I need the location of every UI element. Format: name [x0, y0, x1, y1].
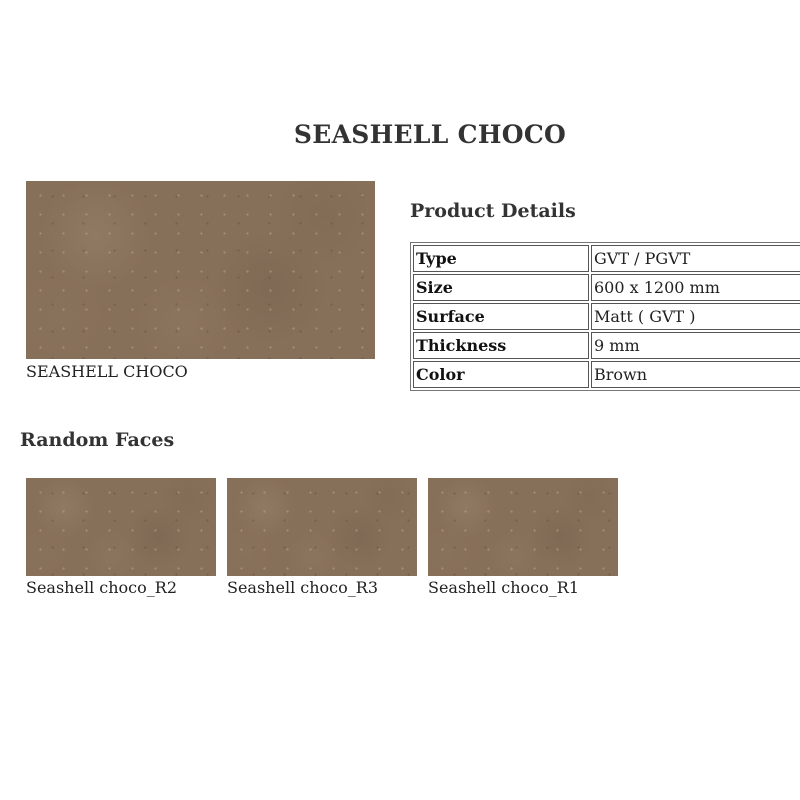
table-row: [413, 361, 800, 388]
random-face-caption-r2: Seashell choco_R2: [26, 578, 177, 597]
detail-value-size: 600 x 1200 mm: [591, 274, 800, 301]
product-details-heading: Product Details: [410, 200, 576, 222]
random-face-caption-r3: Seashell choco_R3: [227, 578, 378, 597]
random-face-image-r2[interactable]: [26, 478, 216, 576]
random-faces-heading: Random Faces: [20, 429, 175, 451]
main-tile-image[interactable]: [26, 181, 375, 359]
detail-label-type: Type: [413, 245, 589, 272]
detail-value-surface: Matt ( GVT ): [591, 303, 800, 330]
product-details-table: [410, 242, 800, 391]
table-row: [413, 303, 800, 330]
page-title: SEASHELL CHOCO: [293, 120, 567, 149]
random-face-image-r1[interactable]: [428, 478, 618, 576]
detail-value-type: GVT / PGVT: [591, 245, 800, 272]
random-face-caption-r1: Seashell choco_R1: [428, 578, 579, 597]
table-row: [413, 245, 800, 272]
detail-value-thickness: 9 mm: [591, 332, 800, 359]
main-tile-caption: SEASHELL CHOCO: [26, 362, 188, 381]
detail-label-thickness: Thickness: [413, 332, 589, 359]
detail-label-size: Size: [413, 274, 589, 301]
random-face-image-r3[interactable]: [227, 478, 417, 576]
detail-label-color: Color: [413, 361, 589, 388]
detail-value-color: Brown: [591, 361, 800, 388]
table-row: [413, 332, 800, 359]
table-row: [413, 274, 800, 301]
detail-label-surface: Surface: [413, 303, 589, 330]
